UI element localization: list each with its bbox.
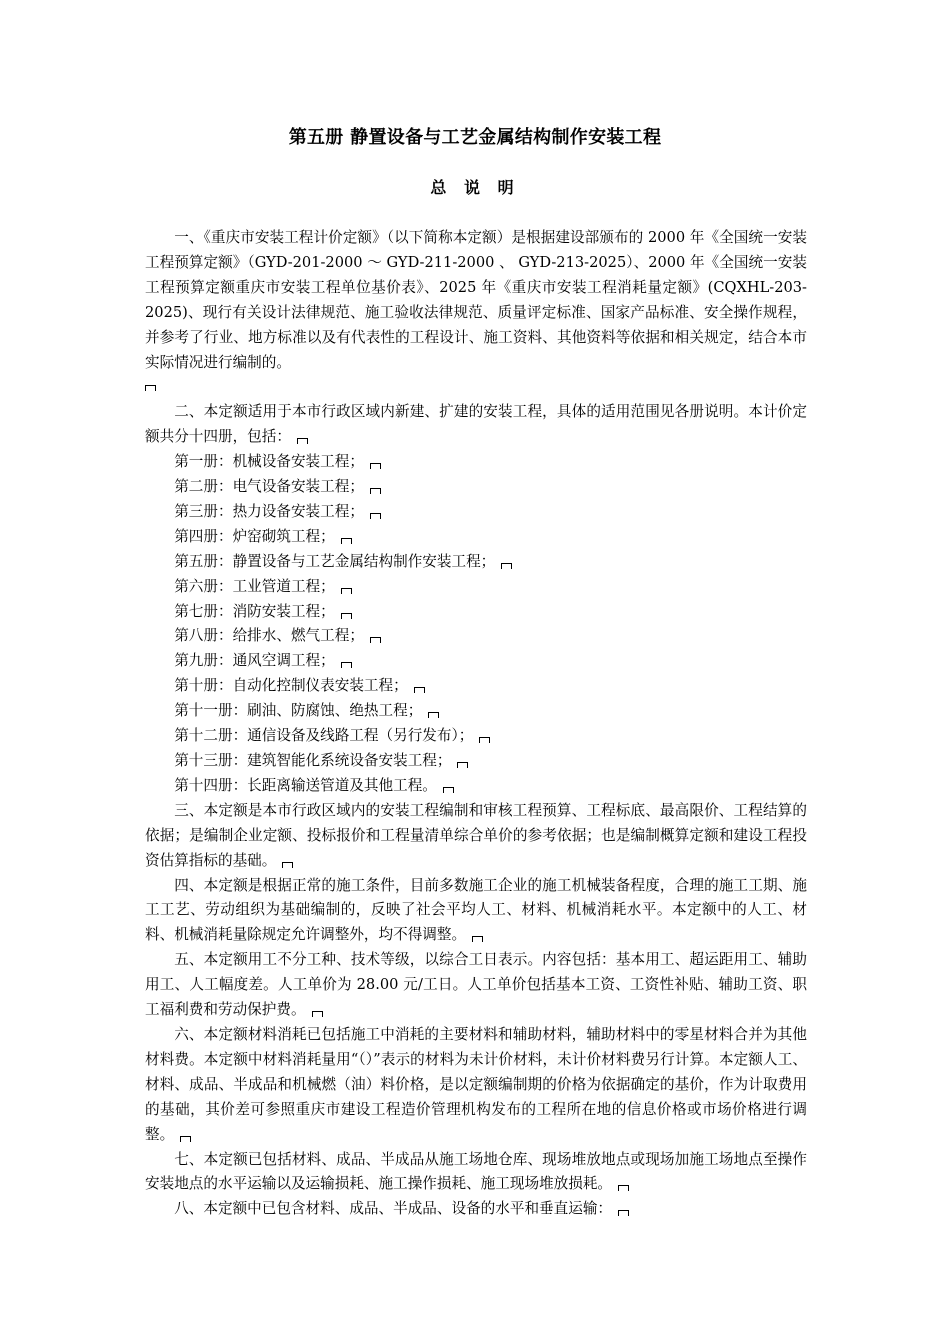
volume-item-1 [145,450,807,475]
paragraph-mark-icon [457,762,468,768]
volume-item-3 [145,500,807,525]
volume-item-label: 第七册：消防安装工程； [174,602,335,620]
paragraph-6 [145,1023,807,1148]
paragraph-3-text: 三、本定额是本市行政区域内的安装工程编制和审核工程预算、工程标底、最高限价、工程结算的依据；是编制企业定额、投标报价和工程量清单综合单价的参考依据；也是编制概算定额和建设工程投资估算指标的基础。 [145,801,807,869]
paragraph-mark-icon [370,488,381,494]
paragraph-mark-icon [297,438,308,444]
volume-item-13 [145,749,807,774]
document-subtitle: 总 说 明 [430,178,520,197]
volume-item-label: 第八册：给排水、燃气工程； [174,627,364,645]
paragraph-mark-icon [618,1185,629,1191]
volume-item-5 [145,550,807,575]
paragraph-4-text: 四、本定额是根据正常的施工条件，目前多数施工企业的施工机械装备程度，合理的施工工期、施工工艺、劳动组织为基础编制的，反映了社会平均人工、材料、机械消耗水平。本定额中的人工、材料、机械消耗量除规定允许调整外，均不得调整。 [145,876,807,944]
paragraph-4 [145,874,807,949]
paragraph-8 [145,1197,807,1222]
volume-item-8 [145,624,807,649]
paragraph-1 [145,226,807,375]
volume-item-label: 第十一册：刷油、防腐蚀、绝热工程； [174,702,423,720]
paragraph-7 [145,1148,807,1198]
volume-item-label: 第二册：电气设备安装工程； [174,478,364,496]
paragraph-mark-icon [618,1210,629,1216]
paragraph-6-text: 六、本定额材料消耗已包括施工中消耗的主要材料和辅助材料，辅助材料中的零星材料合并为其他材料费。本定额中材料消耗量用“（）”表示的材料为未计价材料，未计价材料费另行计算。本定额人工、材料、成品、半成品和机械燃（油）料价格，是以定额编制期的价格为依据确定的基价，作为计取费用的基础，其价差可参照重庆市建设工程造价管理机构发布的工程所在地的信息价格或市场价格进行调整。 [145,1025,807,1143]
paragraph-8-text: 八、本定额中已包含材料、成品、半成品、设备的水平和垂直运输： [174,1200,613,1218]
volume-item-10 [145,674,807,699]
volume-item-2 [145,475,807,500]
paragraph-mark-icon [501,563,512,569]
volume-item-label: 第五册：静置设备与工艺金属结构制作安装工程； [174,552,496,570]
paragraph-mark-icon [370,463,381,469]
volume-item-label: 第四册：炉窑砌筑工程； [174,527,335,545]
paragraph-2 [145,400,807,450]
paragraph-1-text: 一、《重庆市安装工程计价定额》（以下简称本定额）是根据建设部颁布的 2000 年《全国统一安装工程预算定额》（GYD-201-2000 ～ GYD-211-2000 、 GYD-213-2025）、2000 年《全国统一安装工程预算定额重庆市安装工程单位基价表》、2025 年《重庆市安装工程消耗量定额》(CQXHL-203-2025)、现行有关设计法律规范、施工验收法律规范、质量评定标准、国家产品标准、安全操作规程，并参考了行业、地方标准以及有代表性的工程设计、施工资料、其他资料等依据和相关规定，结合本市实际情况进行编制的。 [145,229,807,371]
volume-item-12 [145,724,807,749]
paragraph-mark-icon [312,1011,323,1017]
paragraph-5 [145,948,807,1023]
volume-item-label: 第十四册：长距离输送管道及其他工程。 [174,776,437,794]
volume-item-label: 第一册：机械设备安装工程； [174,453,364,471]
paragraph-mark-icon [145,375,807,400]
paragraph-2-text: 二、本定额适用于本市行政区域内新建、扩建的安装工程，具体的适用范围见各册说明。本计价定额共分十四册，包括： [145,403,807,446]
volume-item-label: 第十二册：通信设备及线路工程（另行发布）； [174,727,474,745]
volume-item-6 [145,575,807,600]
volume-item-14 [145,774,807,799]
paragraph-mark-icon [428,712,439,718]
volume-item-4 [145,525,807,550]
volume-item-9 [145,649,807,674]
volume-item-label: 第十三册：建筑智能化系统设备安装工程； [174,752,452,770]
paragraph-mark-icon [341,662,352,668]
paragraph-mark-icon [370,637,381,643]
paragraph-mark-icon [341,613,352,619]
volume-item-11 [145,699,807,724]
volume-item-label: 第九册：通风空调工程； [174,652,335,670]
paragraph-mark-icon [472,936,483,942]
volume-item-label: 第六册：工业管道工程； [174,577,335,595]
paragraph-mark-icon [443,787,454,793]
document-title: 第五册 静置设备与工艺金属结构制作安装工程 [288,127,662,148]
volume-item-label: 第三册：热力设备安装工程； [174,502,364,520]
paragraph-7-text: 七、本定额已包括材料、成品、半成品从施工场地仓库、现场堆放地点或现场加施工场地点至操作安装地点的水平运输以及运输损耗、施工操作损耗、施工现场堆放损耗。 [145,1150,807,1193]
volume-item-label: 第十册：自动化控制仪表安装工程； [174,677,408,695]
paragraph-3 [145,799,807,874]
paragraph-mark-icon [282,862,293,868]
paragraph-mark-icon [370,513,381,519]
paragraph-mark-icon [414,687,425,693]
paragraph-mark-icon [341,538,352,544]
paragraph-mark-icon [341,588,352,594]
document-body [145,226,807,1222]
paragraph-mark-icon [479,737,490,743]
paragraph-mark-icon [180,1136,191,1142]
volume-item-7 [145,600,807,625]
paragraph-5-text: 五、本定额用工不分工种、技术等级，以综合工日表示。内容包括：基本用工、超运距用工、辅助用工、人工幅度差。人工单价为 28.00 元/工日。人工单价包括基本工资、工资性补贴、辅助工资、职工福利费和劳动保护费。 [145,951,807,1019]
